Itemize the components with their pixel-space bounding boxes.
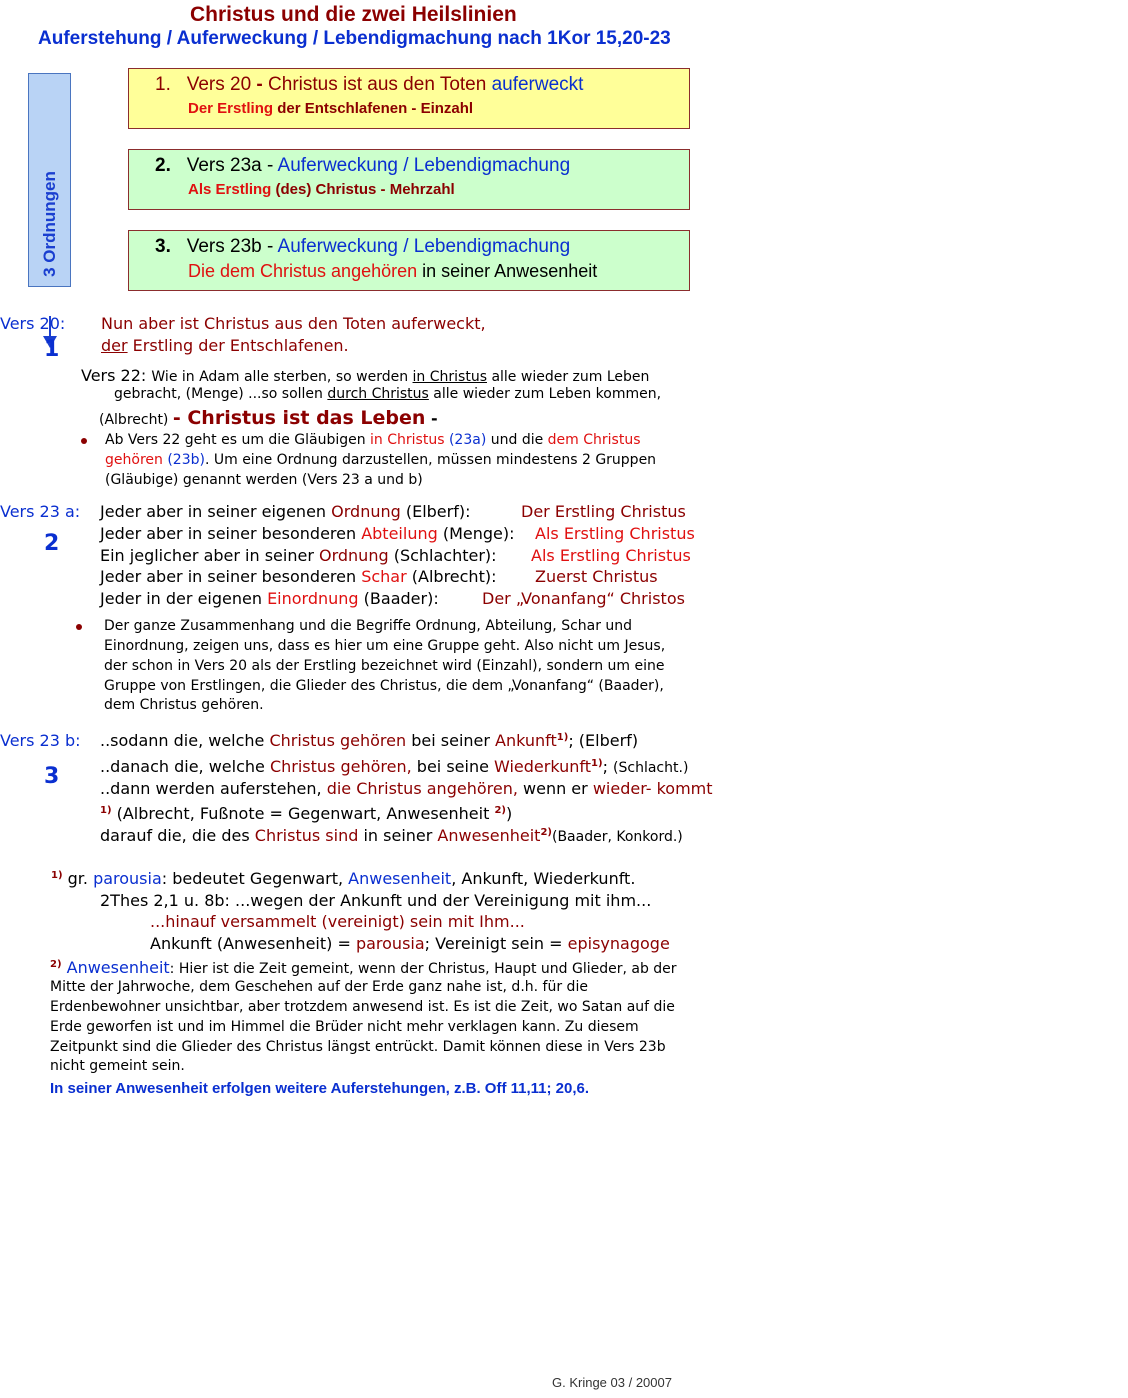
section1-number: 1 xyxy=(44,337,60,362)
box-number: 2. xyxy=(155,155,171,176)
source: (Albrecht): xyxy=(406,567,497,586)
bullet1-line2 xyxy=(105,452,656,468)
box-line2-red: Als Erstling xyxy=(188,181,272,198)
text-red: Christus sind xyxy=(254,826,359,845)
footnote1-line3: ...hinauf versammelt (vereinigt) sein mit Ihm... xyxy=(150,912,525,931)
box-line2-rest: in seiner Anwesenheit xyxy=(417,261,598,281)
text: ; xyxy=(602,757,614,776)
source: (Baader): xyxy=(358,589,439,608)
order-box-2 xyxy=(128,149,690,210)
text: gebracht, (Menge) ...so sollen xyxy=(114,386,328,402)
text-red: wieder- kommt xyxy=(592,779,713,798)
box-number: 1. xyxy=(155,74,171,95)
vers22-line2 xyxy=(114,386,661,402)
text: wenn er xyxy=(517,779,593,798)
section1-label: Vers 20: xyxy=(0,314,66,333)
section3-row2 xyxy=(100,757,688,776)
order-box-1 xyxy=(128,68,690,129)
text: Ab Vers 22 geht es um die Gläubigen xyxy=(105,432,371,448)
bullet1-line1 xyxy=(105,432,641,448)
text-blue: (23a) xyxy=(444,432,487,448)
footnote-ref: 1) xyxy=(51,870,63,881)
bullet2-line: Gruppe von Erstlingen, die Glieder des Christus, die dem „Vonanfang“ (Baader), xyxy=(104,678,664,694)
text: alle wieder zum Leben xyxy=(487,369,650,385)
sidebar-label: 3 Ordnungen xyxy=(39,171,59,277)
section3-number: 3 xyxy=(44,764,60,789)
box-vers: Vers 20 xyxy=(186,74,252,95)
box-vers: Vers 23b xyxy=(186,236,262,257)
box-main-blue: Auferweckung / Lebendigmachung xyxy=(277,236,571,257)
text-blue: Anwesenheit xyxy=(348,869,452,888)
footer-credit: G. Kringe 03 / 20007 xyxy=(552,1375,672,1390)
source: (Baader, Konkord.) xyxy=(551,829,683,845)
vers22-line3 xyxy=(99,407,438,429)
text: , Ankunft, Wiederkunft. xyxy=(451,869,636,888)
box-main-blue: Auferweckung / Lebendigmachung xyxy=(277,155,571,176)
translation-result: Als Erstling Christus xyxy=(535,524,695,543)
term: Ordnung xyxy=(331,502,401,521)
text: Jeder in der eigenen xyxy=(100,589,268,608)
footnote-ref: 2) xyxy=(50,959,62,970)
section3-row3 xyxy=(100,779,713,798)
source: (Schlachter): xyxy=(388,546,497,565)
text-red: Christus gehören, xyxy=(269,757,412,776)
footnote-ref: 1) xyxy=(100,805,112,816)
bullet-icon xyxy=(76,624,82,630)
source: (Menge): xyxy=(437,524,515,543)
text: alle wieder zum Leben kommen, xyxy=(428,386,662,402)
text-red: Wiederkunft xyxy=(494,757,592,776)
text: Ein jeglicher aber in seiner xyxy=(100,546,319,565)
text: in seiner xyxy=(358,826,438,845)
term: Schar xyxy=(361,567,407,586)
footnote-ref: 1) xyxy=(556,732,569,743)
text: Jeder aber in seiner eigenen xyxy=(100,502,332,521)
footnote2-line1 xyxy=(50,958,677,977)
section3-row1 xyxy=(100,731,638,750)
footnote1-line1 xyxy=(51,869,635,888)
text-underlined: der xyxy=(101,336,128,355)
source: (Elberf): xyxy=(400,502,471,521)
term: Einordnung xyxy=(267,589,359,608)
section2-number: 2 xyxy=(44,531,60,556)
text: : Hier ist die Zeit gemeint, wenn der Christus, Haupt und Glieder, ab der xyxy=(169,961,677,977)
box-dash: - xyxy=(261,155,278,176)
footnote2-line: nicht gemeint sein. xyxy=(50,1058,185,1074)
text-blue: (23b) xyxy=(162,452,205,468)
text-red: parousia xyxy=(355,934,425,953)
translation-result: Als Erstling Christus xyxy=(531,546,691,565)
translation-row xyxy=(100,546,497,565)
bullet2-line: Der ganze Zusammenhang und die Begriffe Ordnung, Abteilung, Schar und xyxy=(104,618,633,634)
text: ) xyxy=(505,804,513,823)
box-line2-red: Der Erstling xyxy=(188,100,274,117)
box-number: 3. xyxy=(155,236,171,257)
section3-label: Vers 23 b: xyxy=(0,731,81,750)
text: ..danach die, welche xyxy=(100,757,270,776)
bullet2-line: der schon in Vers 20 als der Erstling bezeichnet wird (Einzahl), sondern um eine xyxy=(104,658,665,674)
bullet2-line: Einordnung, zeigen uns, dass es hier um eine Gruppe geht. Also nicht um Jesus, xyxy=(104,638,666,654)
footnote1-line2: 2Thes 2,1 u. 8b: ...wegen der Ankunft und der Vereinigung mit ihm... xyxy=(100,891,652,910)
translation-result: Der „Vonanfang“ Christos xyxy=(482,589,685,608)
term: Abteilung xyxy=(361,524,438,543)
box-dash: - xyxy=(261,236,278,257)
box-main: Christus ist aus den Toten xyxy=(268,74,492,95)
page-subtitle: Auferstehung / Auferweckung / Lebendigmachung nach 1Kor 15,20-23 xyxy=(38,28,671,49)
box-vers: Vers 23a xyxy=(186,155,262,176)
text: Wie in Adam alle sterben, so werden xyxy=(151,369,413,385)
text: Ankunft (Anwesenheit) = xyxy=(150,934,356,953)
text: : bedeutet Gegenwart, xyxy=(161,869,349,888)
text: Jeder aber in seiner besonderen xyxy=(100,567,362,586)
footnote-ref: 2) xyxy=(494,805,506,816)
text: ; Vereinigt sein = xyxy=(424,934,568,953)
translation-result: Zuerst Christus xyxy=(535,567,658,586)
translation-row xyxy=(100,524,515,543)
footnote2-line: Erde geworfen ist und im Himmel die Brüder nicht mehr verklagen kann. Zu diesem xyxy=(50,1019,639,1035)
text: bei seine xyxy=(411,757,495,776)
section1-line2 xyxy=(101,336,349,355)
text-red: dem Christus xyxy=(547,432,641,448)
vers22-label: Vers 22: xyxy=(81,366,147,385)
text: und die xyxy=(486,432,548,448)
footnote2-final: In seiner Anwesenheit erfolgen weitere Auferstehungen, z.B. Off 11,11; 20,6. xyxy=(50,1080,590,1097)
box-line2-rest: (des) Christus - Mehrzahl xyxy=(271,181,455,198)
box-dash: - xyxy=(251,74,269,95)
text-red: episynagoge xyxy=(567,934,670,953)
text: . Um eine Ordnung darzustellen, müssen mindestens 2 Gruppen xyxy=(204,452,657,468)
page-title: Christus und die zwei Heilslinien xyxy=(190,3,517,26)
text: bei seiner xyxy=(406,731,496,750)
text: darauf die, die des xyxy=(100,826,255,845)
text: Erstling der Entschlafenen. xyxy=(127,336,349,355)
bullet-icon xyxy=(81,438,87,444)
text: - xyxy=(425,409,438,428)
christus-ist-das-leben: - Christus ist das Leben xyxy=(172,407,426,429)
vers22-line1 xyxy=(81,366,649,385)
text-red: Anwesenheit xyxy=(437,826,541,845)
text: (Albrecht, Fußnote = Gegenwart, Anwesenheit xyxy=(111,804,495,823)
text: Jeder aber in seiner besonderen xyxy=(100,524,362,543)
section3-row4 xyxy=(100,804,512,823)
footnote2-line: Zeitpunkt sind die Glieder des Christus längst entrückt. Damit können diese in Vers 23b xyxy=(50,1039,666,1055)
text-red: in Christus xyxy=(370,432,445,448)
footnote-ref: 2) xyxy=(540,827,552,838)
box-line2-rest: der Entschlafenen - Einzahl xyxy=(273,100,474,117)
order-box-3 xyxy=(128,230,690,291)
text-red: Christus gehören xyxy=(269,731,407,750)
text-underlined: durch Christus xyxy=(327,386,429,402)
translation-row xyxy=(100,502,471,521)
section2-label: Vers 23 a: xyxy=(0,502,81,521)
footnote1-line4 xyxy=(150,934,670,953)
source: (Schlacht.) xyxy=(613,760,689,776)
text-red: gehören xyxy=(105,452,163,468)
footnote2-line: Mitte der Jahrwoche, dem Geschehen auf der Erde ganz nahe ist, d.h. für die xyxy=(50,979,588,995)
text-blue: parousia xyxy=(93,869,162,888)
translation-row xyxy=(100,567,496,586)
text: (Albrecht) xyxy=(99,412,173,428)
text-underlined: in Christus xyxy=(412,369,487,385)
term: Ordnung xyxy=(318,546,389,565)
footnote2-line: Erdenbewohner unsichtbar, aber trotzdem anwesend ist. Es ist die Zeit, wo Satan auf die xyxy=(50,999,675,1015)
text: ..dann werden auferstehen, xyxy=(100,779,327,798)
bullet2-line: dem Christus gehören. xyxy=(104,697,264,713)
text-red: Ankunft xyxy=(495,731,557,750)
translation-row xyxy=(100,589,439,608)
ordnungen-sidebar xyxy=(28,73,71,287)
footnote-ref: 1) xyxy=(591,758,603,769)
bullet1-line3: (Gläubige) genannt werden (Vers 23 a und b) xyxy=(105,472,423,488)
box-main-blue: auferweckt xyxy=(491,74,584,95)
text: gr. xyxy=(62,869,94,888)
box-line2-red: Die dem Christus angehören xyxy=(188,261,418,281)
text: ; (Elberf) xyxy=(568,731,639,750)
translation-result: Der Erstling Christus xyxy=(521,502,686,521)
text: ..sodann die, welche xyxy=(100,731,270,750)
text-red: die Christus angehören, xyxy=(326,779,518,798)
section1-line1: Nun aber ist Christus aus den Toten auferweckt, xyxy=(101,314,486,333)
footnote2-label: Anwesenheit xyxy=(66,958,170,977)
section3-row5 xyxy=(100,826,683,845)
